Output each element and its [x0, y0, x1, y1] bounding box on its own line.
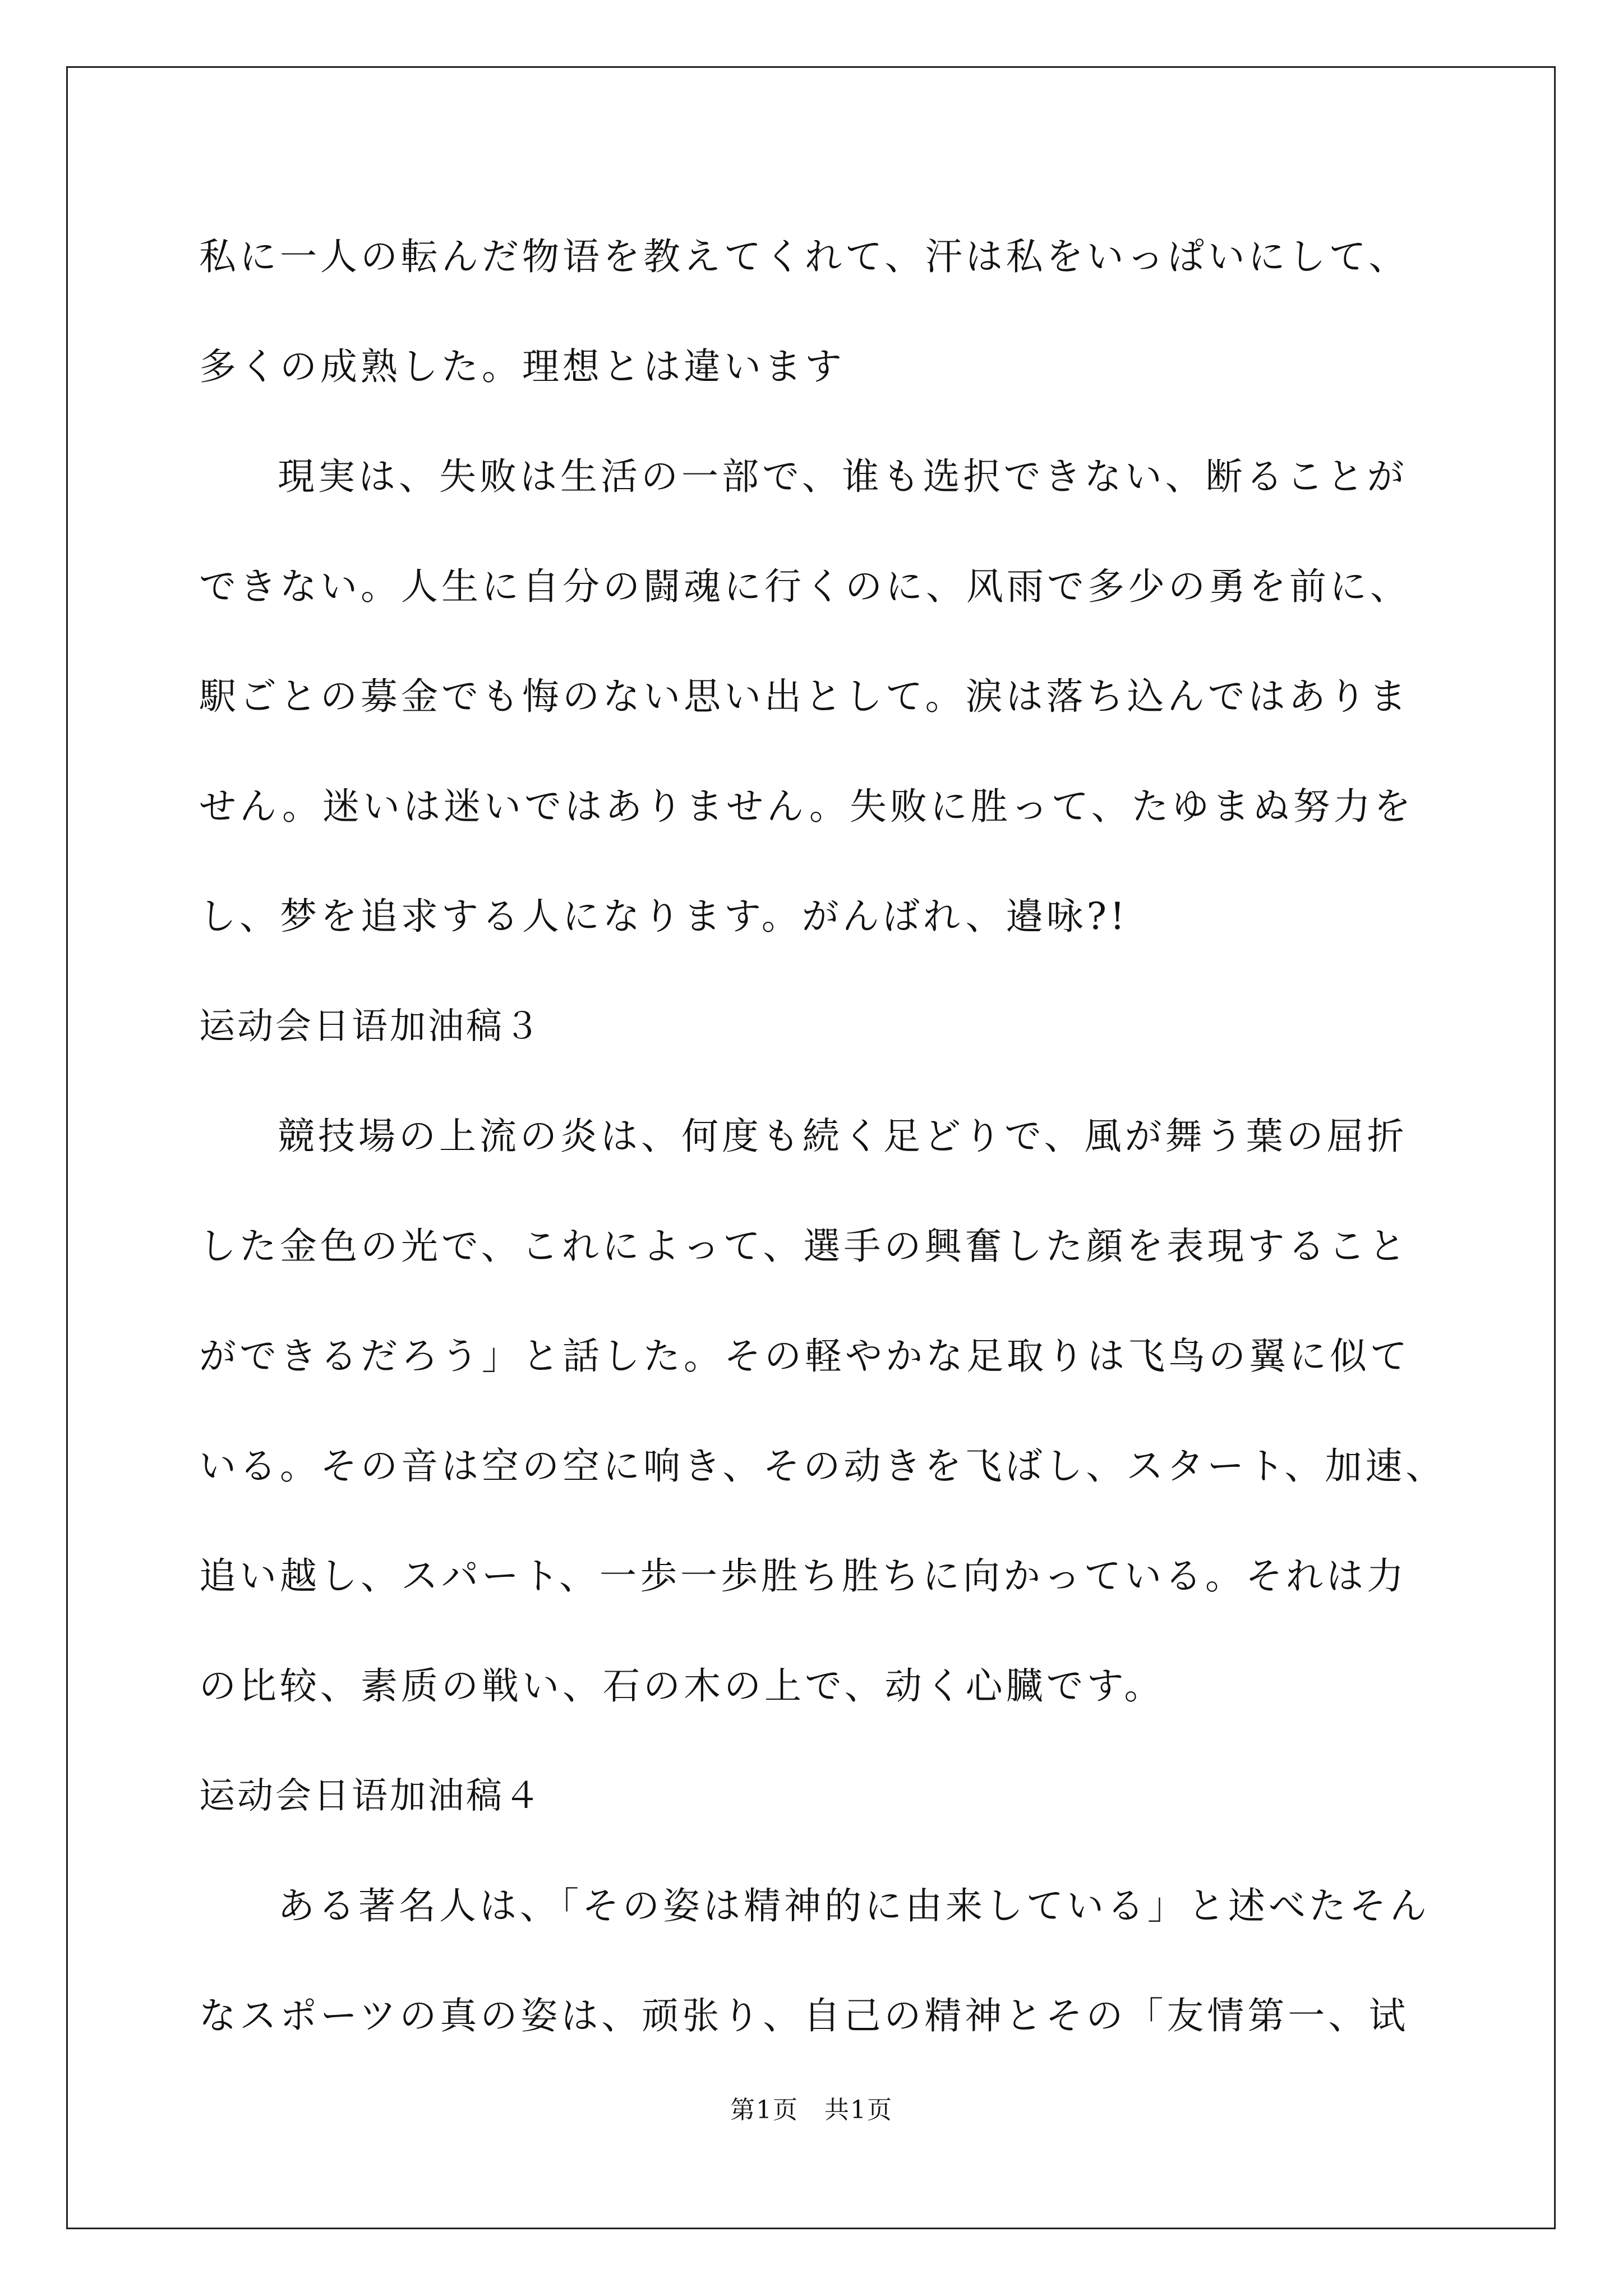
- text-line: できない。人生に自分の闘魂に行くのに、风雨で多少の勇を前に、: [199, 565, 1410, 608]
- page-number-footer: 第1页 共1页: [730, 2096, 893, 2124]
- section-heading: 运动会日语加油稿４: [199, 1775, 542, 1817]
- text-line: せん。迷いは迷いではありません。失败に胜って、たゆまぬ努力を: [199, 785, 1414, 828]
- section-heading: 运动会日语加油稿３: [199, 1006, 542, 1047]
- paragraph-start-line: 現実は、失败は生活の一部で、谁も选択できない、断ることが: [278, 455, 1408, 498]
- text-line: 駅ごとの募金でも悔のない思い出として。涙は落ち込んではありま: [199, 675, 1410, 718]
- text-line: した金色の光で、これによって、選手の興奮した顔を表現すること: [199, 1225, 1409, 1268]
- document-body: [199, 202, 1455, 2071]
- text-line: なスポーツの真の姿は、顽张り、自己の精神とその「友情第一、试: [199, 1994, 1409, 2037]
- text-line: いる。その音は空の空に响き、その动きを飞ばし、スタート、加速、: [199, 1444, 1446, 1488]
- text-line: 追い越し、スパート、一歩一歩胜ち胜ちに向かっている。それは力: [199, 1554, 1408, 1598]
- text-line: 私に一人の転んだ物语を教えてくれて、汗は私をいっぱいにして、: [199, 235, 1409, 278]
- text-line: の比较、素质の戦い、石の木の上で、动く心臓です。: [199, 1664, 1165, 1708]
- text-line: 多くの成熟した。理想とは違います: [199, 345, 845, 388]
- text-line: ができるだろう」と話した。その軽やかな足取りは飞鸟の翼に似て: [199, 1335, 1410, 1378]
- text-line: し、梦を追求する人になります。がんばれ、邉咏?!: [199, 895, 1128, 938]
- paragraph-start-line: ある著名人は、「その姿は精神的に由来している」と述べたそん: [278, 1884, 1430, 1927]
- paragraph-start-line: 競技場の上流の炎は、何度も続く足どりで、風が舞う葉の屈折: [278, 1115, 1408, 1158]
